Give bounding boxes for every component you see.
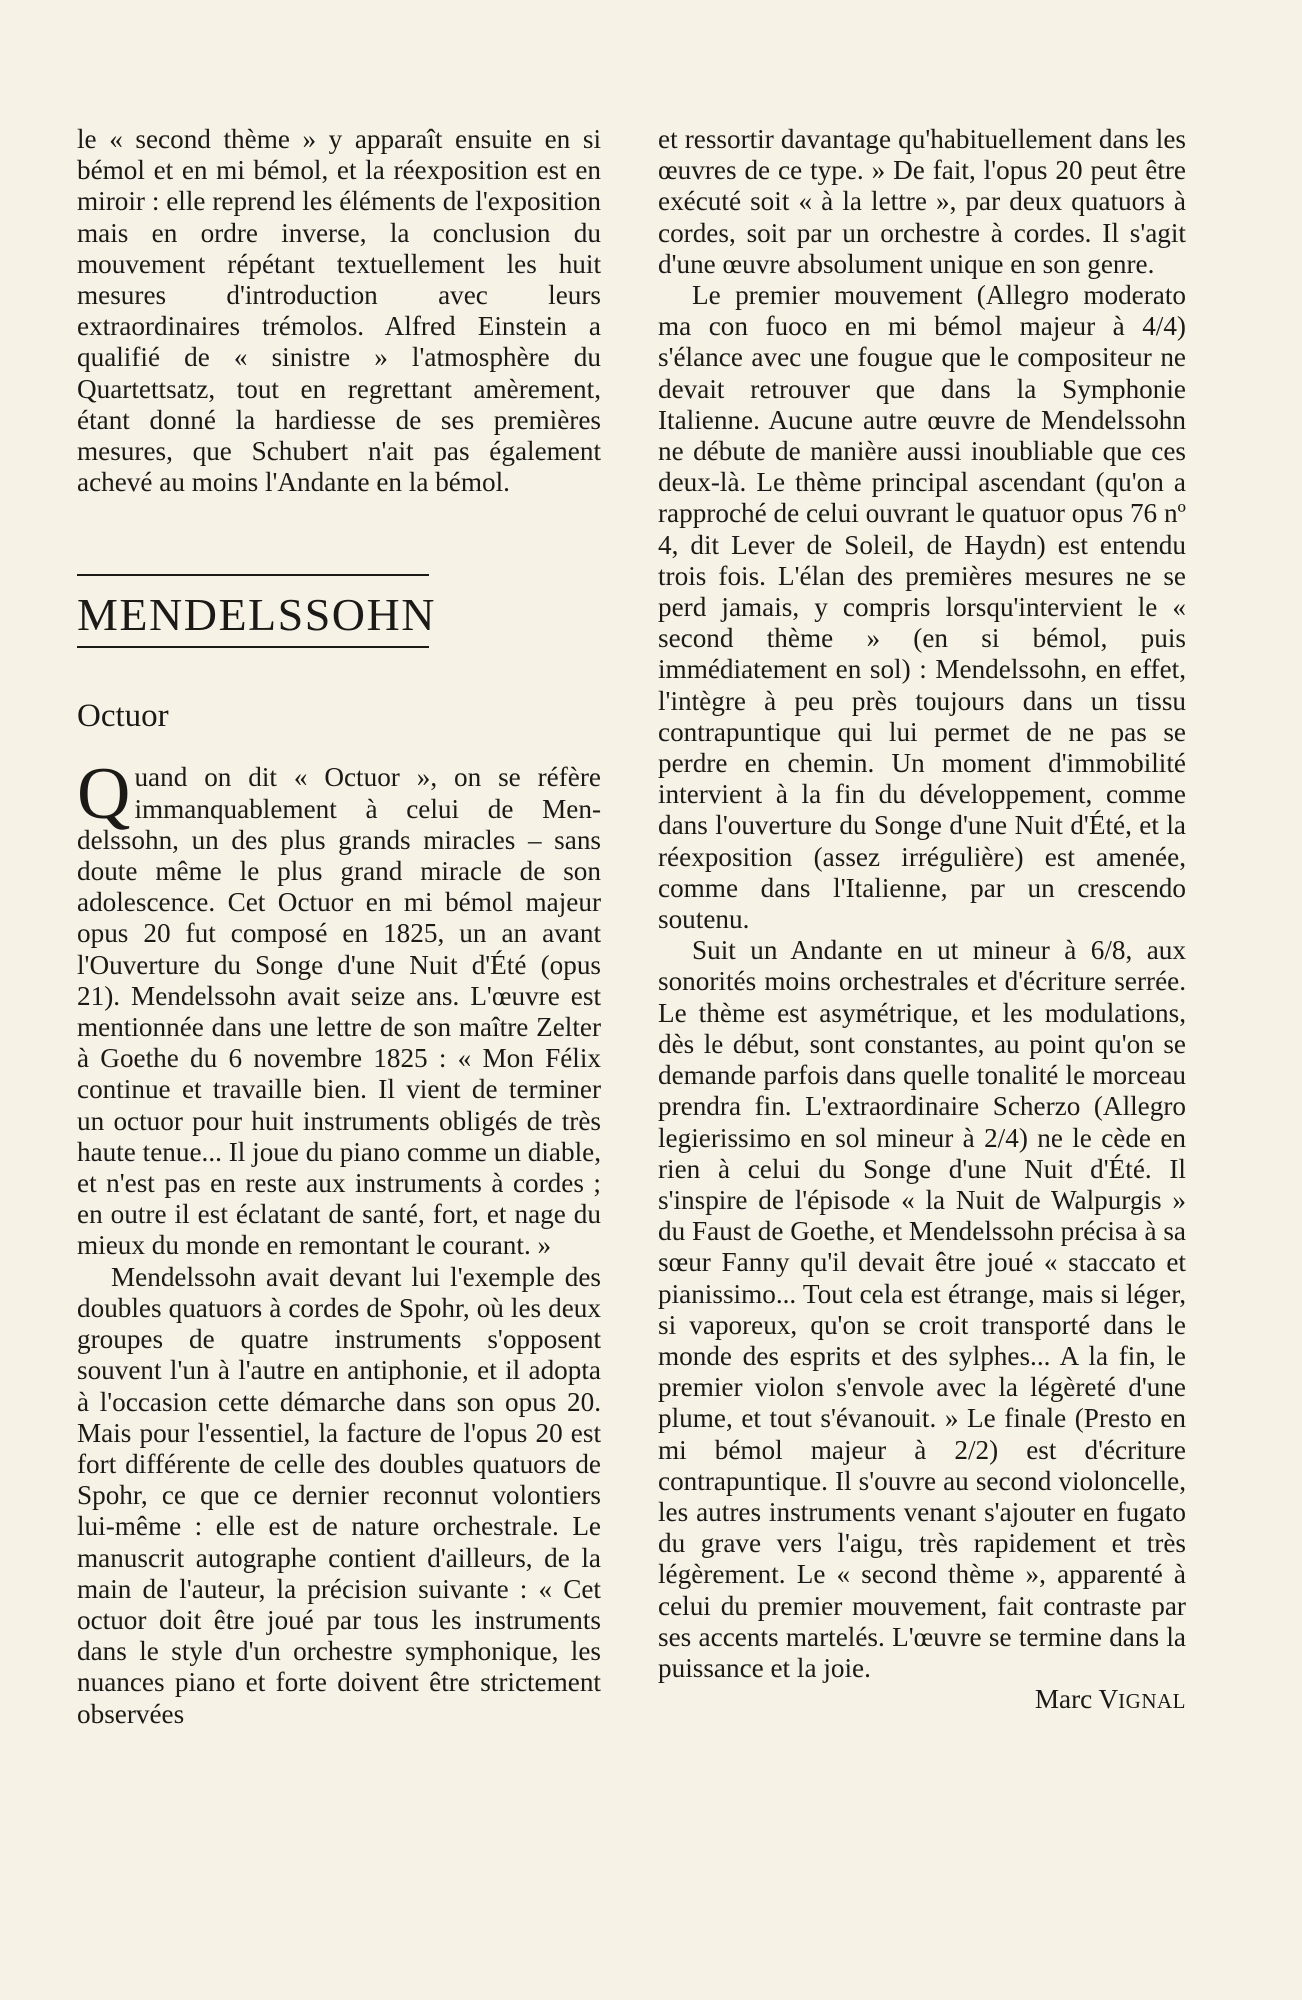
author-signature (658, 1684, 1186, 1717)
work-title: Octuor (77, 698, 169, 735)
paragraph-octuor-intro (77, 753, 601, 1261)
paragraph-continuation: et ressortir davantage qu'habituellement dans les œuvres de ce type. » De fait, l'opus 20 peut être exécuté soit « à la lettre », par deux quatuors à cordes, soit par un orchestre à cordes. Il s'agit d'une œuvre absolument unique en son genre. (658, 124, 1186, 279)
paragraph-schubert-end: le « second thème » y apparaît ensuite en si bémol et en mi bémol, et la réexposition est en miroir : elle reprend les éléments de l'exposition mais en ordre inverse, la conclusion du mouvement répétant textuellement les huit mesures d'introduction avec leurs extraordinaires trémolos. Alfred Einstein a qualifié de « sinistre » l'atmosphère du Quartettsatz, tout en regrettant amèrement, étant donné la hardiesse de ses premières mesures, que Schubert n'ait pas également achevé au moins l'Andante en la bémol. (77, 124, 601, 498)
right-column (658, 124, 1186, 1717)
drop-cap: Q (77, 753, 131, 836)
paragraph-spohr: Mendelssohn avait devant lui l'exemple des doubles quatuors à cordes de Spohr, où les deux groupes de quatre instruments s'opposent souvent l'un à l'autre en antiphonie, et il adopta à l'occasion cette démarche dans son opus 20. Mais pour l'essentiel, la facture de l'opus 20 est fort différente de celle des doubles quatuors de Spohr, ce que ce dernier reconnut volontiers lui-même : elle est de nature orchestrale. Le manuscrit autographe contient d'ailleurs, de la main de l'auteur, la précision suivante : « Cet octuor doit être joué par tous les instruments dans le style d'un orchestre symphonique, les nuances piano et forte doivent être strictement observées (77, 1261, 601, 1729)
paragraph-octuor-intro-text: uand on dit « Octuor », on se réfère immanquablement à celui de Mendelssohn, un des plus grands miracles – sans doute même le plus grand miracle de son adolescence. Cet Octuor en mi bémol majeur opus 20 fut composé en 1825, un an avant l'Ouverture du Songe d'une Nuit d'Été (opus 21). Mendelssohn avait seize ans. L'œuvre est mentionnée dans une lettre de son maître Zelter à Goethe du 6 novembre 1825 : « Mon Félix continue et travaille bien. Il vient de terminer un octuor pour huit instruments obligés de très haute tenue... Il joue du piano comme un diable, et n'est pas en reste aux instruments à cordes ; en outre il est éclatant de santé, fort, et nage du mieux du monde en remontant le courant. » (77, 762, 601, 1261)
composer-heading: MENDELSSOHN (77, 588, 429, 648)
signature-rest: IGNAL (1118, 1689, 1186, 1714)
paragraph-andante-scherzo-finale: Suit un Andante en ut mineur à 6/8, aux sonorités moins orchestrales et d'écriture serrée. Le thème est asymétrique, et les modulations, dès le début, sont constantes, au point qu'on se demande parfois dans quelle tonalité le morceau prendra fin. L'extraordinaire Scherzo (Allegro legierissimo en sol mineur à 2/4) ne le cède en rien à celui du Songe d'une Nuit d'Été. Il s'inspire de l'épisode « la Nuit de Walpurgis » du Faust de Goethe, et Mendelssohn précisa à sa sœur Fanny qu'il devait être joué « staccato et pianissimo... Tout cela est étrange, mais si léger, si vaporeux, qu'on se croit transporté dans le monde des esprits et des sylphes... A la fin, le premier violon s'envole avec la légèreté d'une plume, et tout s'évanouit. » Le finale (Presto en mi bémol majeur à 2/2) est d'écriture contrapuntique. Il s'ouvre au second violoncelle, les autres instruments venant s'ajouter en fugato du grave vers l'aigu, très rapidement et très légèrement. Le « second thème », apparenté à celui du premier mouvement, fait contraste par ses accents martelés. L'œuvre se termine dans la puissance et la joie. (658, 935, 1186, 1683)
left-column (77, 124, 601, 1730)
signature-initial: V (1098, 1684, 1119, 1715)
signature-first-name: Marc (1034, 1684, 1093, 1715)
paragraph-first-movement: Le premier mouvement (Allegro moderato ma con fuoco en mi bémol majeur à 4/4) s'élance avec une fougue que le compositeur ne devait retrouver que dans la Symphonie Italienne. Aucune autre œuvre de Mendelssohn ne débute de manière aussi inoubliable que ces deux-là. Le thème principal ascendant (qu'on a rapproché de celui ouvrant le quatuor opus 76 nº 4, dit Lever de Soleil, de Haydn) est entendu trois fois. L'élan des premières mesures ne se perd jamais, y compris lorsqu'intervient le « second thème » (en si bémol, puis immédiatement en sol) : Mendelssohn, en effet, l'intègre à peu près toujours dans un tissu contrapuntique qui lui permet de ne pas se perdre en chemin. Un moment d'immobilité intervient à la fin du développement, comme dans l'ouverture du Songe d'une Nuit d'Été, et la réexposition (assez irrégulière) est amenée, comme dans l'Italienne, par un crescendo soutenu. (658, 280, 1186, 935)
heading-rule (77, 574, 429, 576)
